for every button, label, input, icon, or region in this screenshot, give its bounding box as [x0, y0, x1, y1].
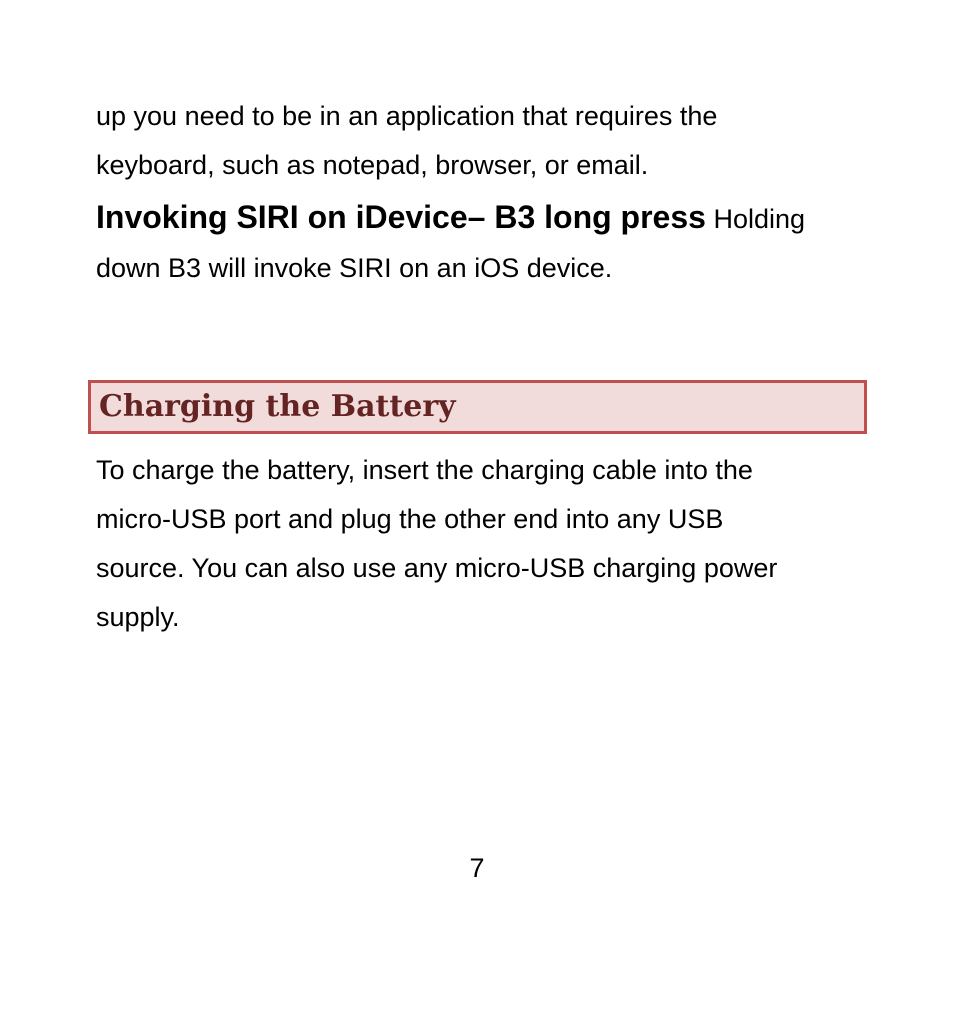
section-heading-box — [88, 380, 867, 434]
charging-line-1: To charge the battery, insert the charging cable into the — [96, 455, 753, 485]
siri-heading: Invoking SIRI on iDevice– B3 long press — [96, 199, 706, 235]
page-number: 7 — [469, 853, 485, 883]
charging-line-2: micro-USB port and plug the other end into any USB — [96, 504, 724, 534]
section-title: Charging the Battery — [99, 389, 456, 424]
siri-line-1 — [96, 193, 866, 244]
intro-paragraph — [96, 92, 866, 190]
siri-paragraph — [96, 193, 866, 293]
siri-text-first: Holding — [705, 204, 805, 234]
intro-line-1: up you need to be in an application that requires the — [96, 101, 718, 131]
charging-paragraph — [96, 446, 866, 642]
intro-line-2: keyboard, such as notepad, browser, or email. — [96, 150, 649, 180]
charging-line-3: source. You can also use any micro-USB charging power — [96, 553, 778, 583]
charging-line-4: supply. — [96, 602, 180, 632]
siri-text-second: down B3 will invoke SIRI on an iOS device. — [96, 253, 613, 283]
